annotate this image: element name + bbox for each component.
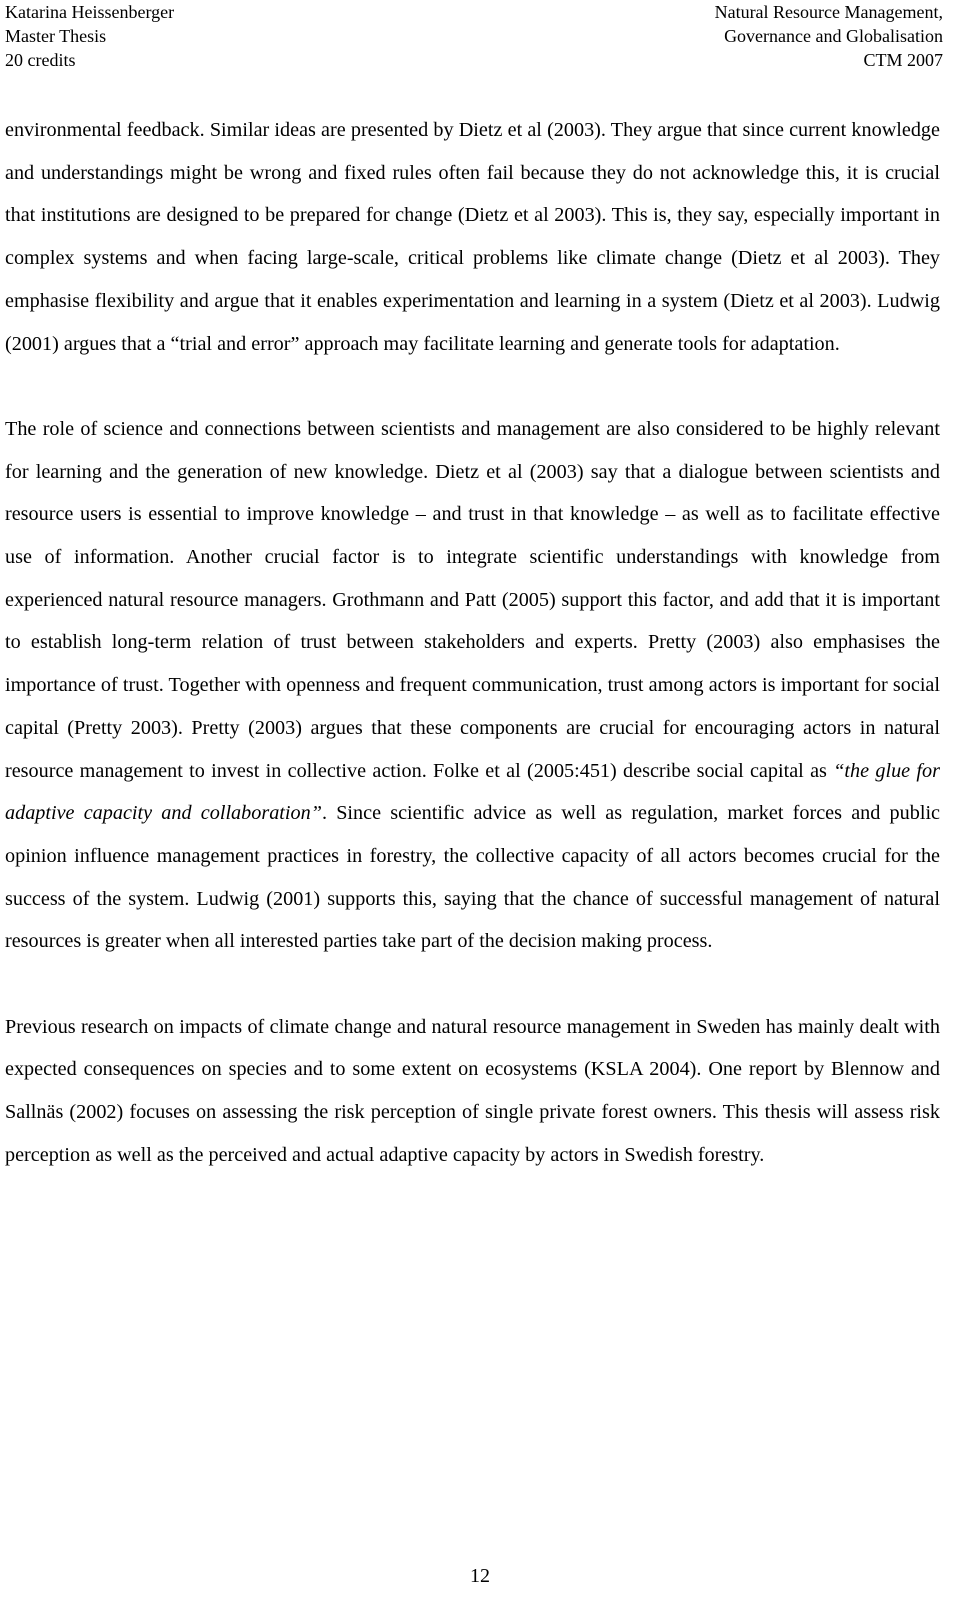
programme-code: CTM 2007 bbox=[863, 50, 943, 70]
paragraph-1-text: environmental feedback. Similar ideas are presented by Dietz et al (2003). They argue that since current knowledge and understandings might be wrong and fixed rules often fail because they do not acknowledge this, it is crucial that institutions are designed to be prepared for change (Dietz et al 2003). This is, they say, especially important in complex systems and when facing large-scale, critical problems like climate change (Dietz et al 2003). They emphasise flexibility and argue that it enables experimentation and learning in a system (Dietz et al 2003). Ludwig (2001) argues that a “trial and error” approach may facilitate learning and generate tools for adaptation. bbox=[5, 119, 940, 355]
programme-line-2: Governance and Globalisation bbox=[724, 26, 943, 46]
document-type: Master Thesis bbox=[5, 26, 107, 46]
header-right bbox=[715, 0, 943, 72]
paragraph-2-quote: “the glue for adaptive capacity and collaboration” bbox=[5, 759, 940, 825]
paragraph-3 bbox=[5, 1006, 940, 1177]
page-header bbox=[5, 0, 943, 72]
programme-line-1: Natural Resource Management, bbox=[714, 2, 943, 22]
paragraph-2-text-b: . Since scientific advice as well as regulation, market forces and public opinion influence management practices in forestry, the collective capacity of all actors becomes crucial for the success of the system. Ludwig (2001) supports this, saying that the chance of successful management of natural resources is greater when all interested parties take part of the decision making process. bbox=[5, 802, 941, 953]
paragraph-2-text-a: The role of science and connections between scientists and management are also considered to be highly relevant for learning and the generation of new knowledge. Dietz et al (2003) say that a dialogue between scientists and resource users is essential to improve knowledge – and trust in that knowledge – as well as to facilitate effective use of information. Another crucial factor is to integrate scientific understandings with knowledge from experienced natural resource managers. Grothmann and Patt (2005) support this factor, and add that it is important to establish long-term relation of trust between stakeholders and experts. Pretty (2003) also emphasises the importance of trust. Together with openness and frequent communication, trust among actors is important for social capital (Pretty 2003). Pretty (2003) argues that these components are crucial for encouraging actors in natural resource management to invest in collective action. Folke et al (2005:451) describe social capital as bbox=[5, 417, 940, 782]
credits: 20 credits bbox=[5, 50, 76, 70]
paragraph-3-text: Previous research on impacts of climate change and natural resource management in Sweden has mainly dealt with expected consequences on species and to some extent on ecosystems (KSLA 2004). One report by Blennow and Sallnäs (2002) focuses on assessing the risk perception of single private forest owners. This thesis will assess risk perception as well as the perceived and actual adaptive capacity by actors in Swedish forestry. bbox=[5, 1015, 940, 1166]
page-number: 12 bbox=[470, 1565, 490, 1587]
paragraph-2 bbox=[5, 408, 940, 963]
body-text bbox=[5, 109, 940, 1177]
paragraph-1 bbox=[5, 109, 940, 365]
header-left bbox=[5, 0, 174, 72]
author-name: Katarina Heissenberger bbox=[5, 2, 175, 22]
